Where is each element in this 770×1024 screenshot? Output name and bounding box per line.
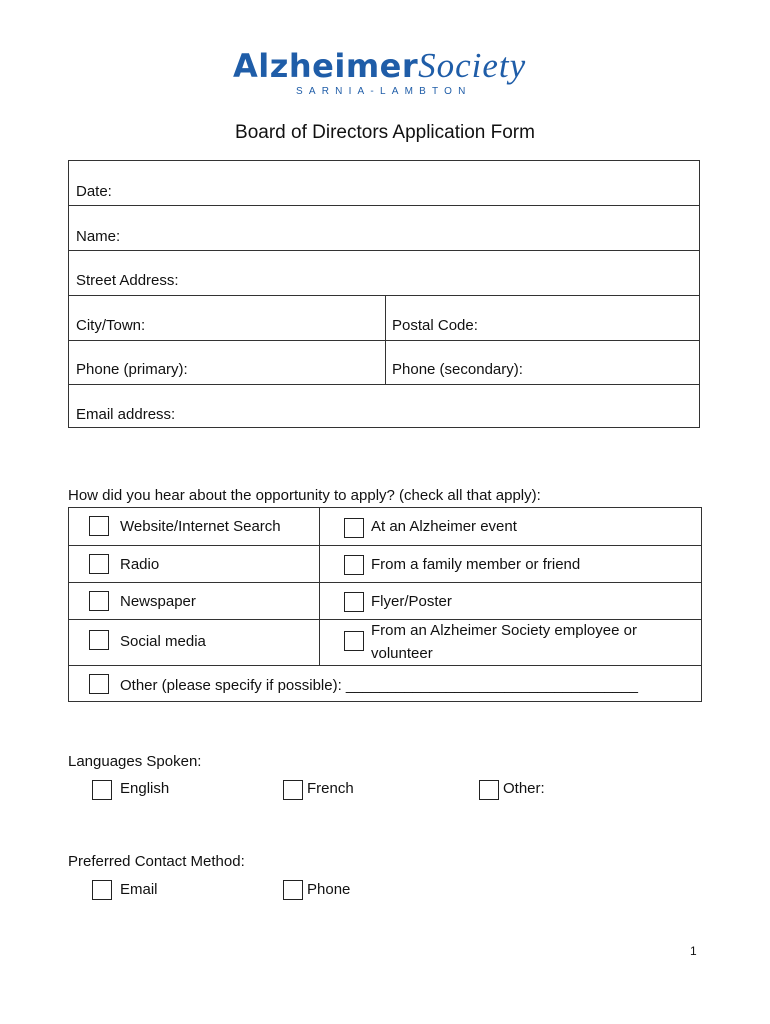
phone-secondary-field[interactable]: Phone (secondary): xyxy=(392,361,523,378)
page-title: Board of Directors Application Form xyxy=(235,122,535,143)
postal-code-field[interactable]: Postal Code: xyxy=(392,317,478,334)
other-language-label: Other: xyxy=(503,780,545,797)
flyer-poster-checkbox[interactable] xyxy=(344,592,364,612)
phone-contact-label: Phone xyxy=(307,881,351,898)
alzheimer-event-label: At an Alzheimer event xyxy=(371,518,517,535)
english-checkbox[interactable] xyxy=(92,780,112,800)
logo-name-italic: Society xyxy=(418,46,527,85)
row-divider xyxy=(69,250,699,251)
radio-checkbox[interactable] xyxy=(89,554,109,574)
other-specify-label: Other (please specify if possible): ___________________________________ xyxy=(120,677,638,694)
phone-primary-field[interactable]: Phone (primary): xyxy=(76,361,188,378)
employee-volunteer-label-line1: From an Alzheimer Society employee or xyxy=(371,622,637,639)
logo-name-bold: Alzheimer xyxy=(233,47,419,85)
row-divider xyxy=(69,340,699,341)
family-friend-label: From a family member or friend xyxy=(371,556,581,573)
flyer-poster-label: Flyer/Poster xyxy=(371,593,452,610)
social-media-checkbox[interactable] xyxy=(89,630,109,650)
other-language-checkbox[interactable] xyxy=(479,780,499,800)
newspaper-checkbox[interactable] xyxy=(89,591,109,611)
website-label: Website/Internet Search xyxy=(120,518,281,535)
website-checkbox[interactable] xyxy=(89,516,109,536)
row-divider xyxy=(69,619,701,620)
name-field[interactable]: Name: xyxy=(76,228,121,245)
alzheimer-event-checkbox[interactable] xyxy=(344,518,364,538)
languages-label: Languages Spoken: xyxy=(68,753,202,770)
french-checkbox[interactable] xyxy=(283,780,303,800)
logo xyxy=(233,46,526,86)
row-divider xyxy=(69,205,699,206)
french-label: French xyxy=(307,780,354,797)
email-address-field[interactable]: Email address: xyxy=(76,406,176,423)
column-divider xyxy=(385,295,386,384)
radio-label: Radio xyxy=(120,556,160,573)
email-contact-label: Email xyxy=(120,881,158,898)
employee-volunteer-label-line2: volunteer xyxy=(371,645,433,662)
date-field[interactable]: Date: xyxy=(76,183,112,200)
row-divider xyxy=(69,384,699,385)
hear-question: How did you hear about the opportunity to apply? (check all that apply): xyxy=(68,487,541,504)
other-checkbox[interactable] xyxy=(89,674,109,694)
social-media-label: Social media xyxy=(120,633,206,650)
row-divider xyxy=(69,582,701,583)
family-friend-checkbox[interactable] xyxy=(344,555,364,575)
email-contact-checkbox[interactable] xyxy=(92,880,112,900)
row-divider xyxy=(69,295,699,296)
city-town-field[interactable]: City/Town: xyxy=(76,317,146,334)
row-divider xyxy=(69,545,701,546)
row-divider xyxy=(69,665,701,666)
hear-options-table xyxy=(68,507,702,702)
page-number: 1 xyxy=(690,944,697,958)
employee-volunteer-checkbox[interactable] xyxy=(344,631,364,651)
newspaper-label: Newspaper xyxy=(120,593,196,610)
english-label: English xyxy=(120,780,170,797)
logo-subtitle: SARNIA-LAMBTON xyxy=(296,86,472,97)
column-divider xyxy=(319,508,320,665)
contact-method-label: Preferred Contact Method: xyxy=(68,853,245,870)
street-address-field[interactable]: Street Address: xyxy=(76,272,179,289)
phone-contact-checkbox[interactable] xyxy=(283,880,303,900)
applicant-info-table xyxy=(68,160,700,428)
